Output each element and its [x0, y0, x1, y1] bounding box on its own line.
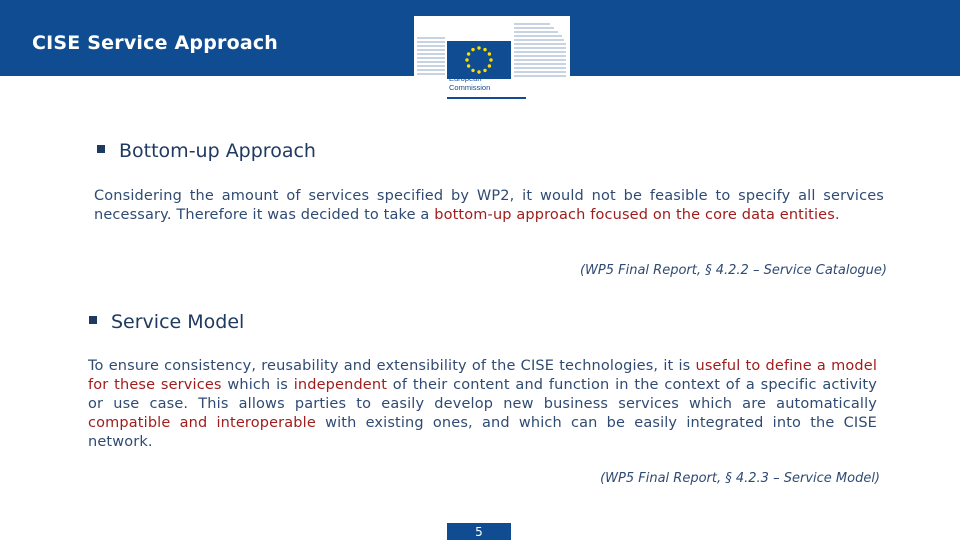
paragraph-text: Considering the amount of services specified by WP2, it would not be feasible to specify all services necessary. Therefore it was decided to take a — [94, 188, 884, 223]
highlighted-text: independent — [293, 377, 388, 393]
paragraph-text: of their content and function in the context of a specific activity or use case. This allows parties to easily develop new business services which are automatically — [88, 377, 877, 412]
section-heading-service-model — [89, 311, 244, 333]
paragraph-service-model — [88, 357, 877, 452]
logo-text — [449, 75, 490, 92]
slide-title: CISE Service Approach — [32, 32, 279, 54]
logo-graphic — [414, 16, 570, 102]
paragraph-text: To ensure consistency, reusability and extensibility of the CISE technologies, it is — [88, 358, 696, 374]
highlighted-text: bottom-up approach focused on the core data entities — [434, 207, 835, 223]
european-commission-logo — [414, 16, 570, 102]
section-heading-text: Bottom-up Approach — [119, 140, 316, 162]
bullet-square-icon — [97, 145, 105, 153]
section-heading-bottom-up — [97, 140, 316, 162]
logo-text-line2: Commission — [449, 82, 491, 92]
paragraph-bottom-up — [94, 187, 884, 225]
section-heading-text: Service Model — [111, 311, 245, 333]
paragraph-text: . — [834, 207, 840, 223]
logo-text-line1: European — [449, 74, 482, 83]
page-number: 5 — [447, 523, 511, 540]
logo-underline — [447, 97, 526, 99]
paragraph-text: which is — [221, 377, 294, 393]
citation-service-model: (WP5 Final Report, § 4.2.3 – Service Model) — [600, 471, 880, 486]
bullet-square-icon — [89, 316, 97, 324]
highlighted-text: compatible and interoperable — [88, 415, 316, 431]
citation-service-catalogue: (WP5 Final Report, § 4.2.2 – Service Catalogue) — [579, 263, 887, 278]
highlighted-text: useful to define a model for these services — [88, 358, 877, 393]
paragraph-text: with existing ones, and which can be easily integrated into the CISE network. — [88, 415, 877, 450]
